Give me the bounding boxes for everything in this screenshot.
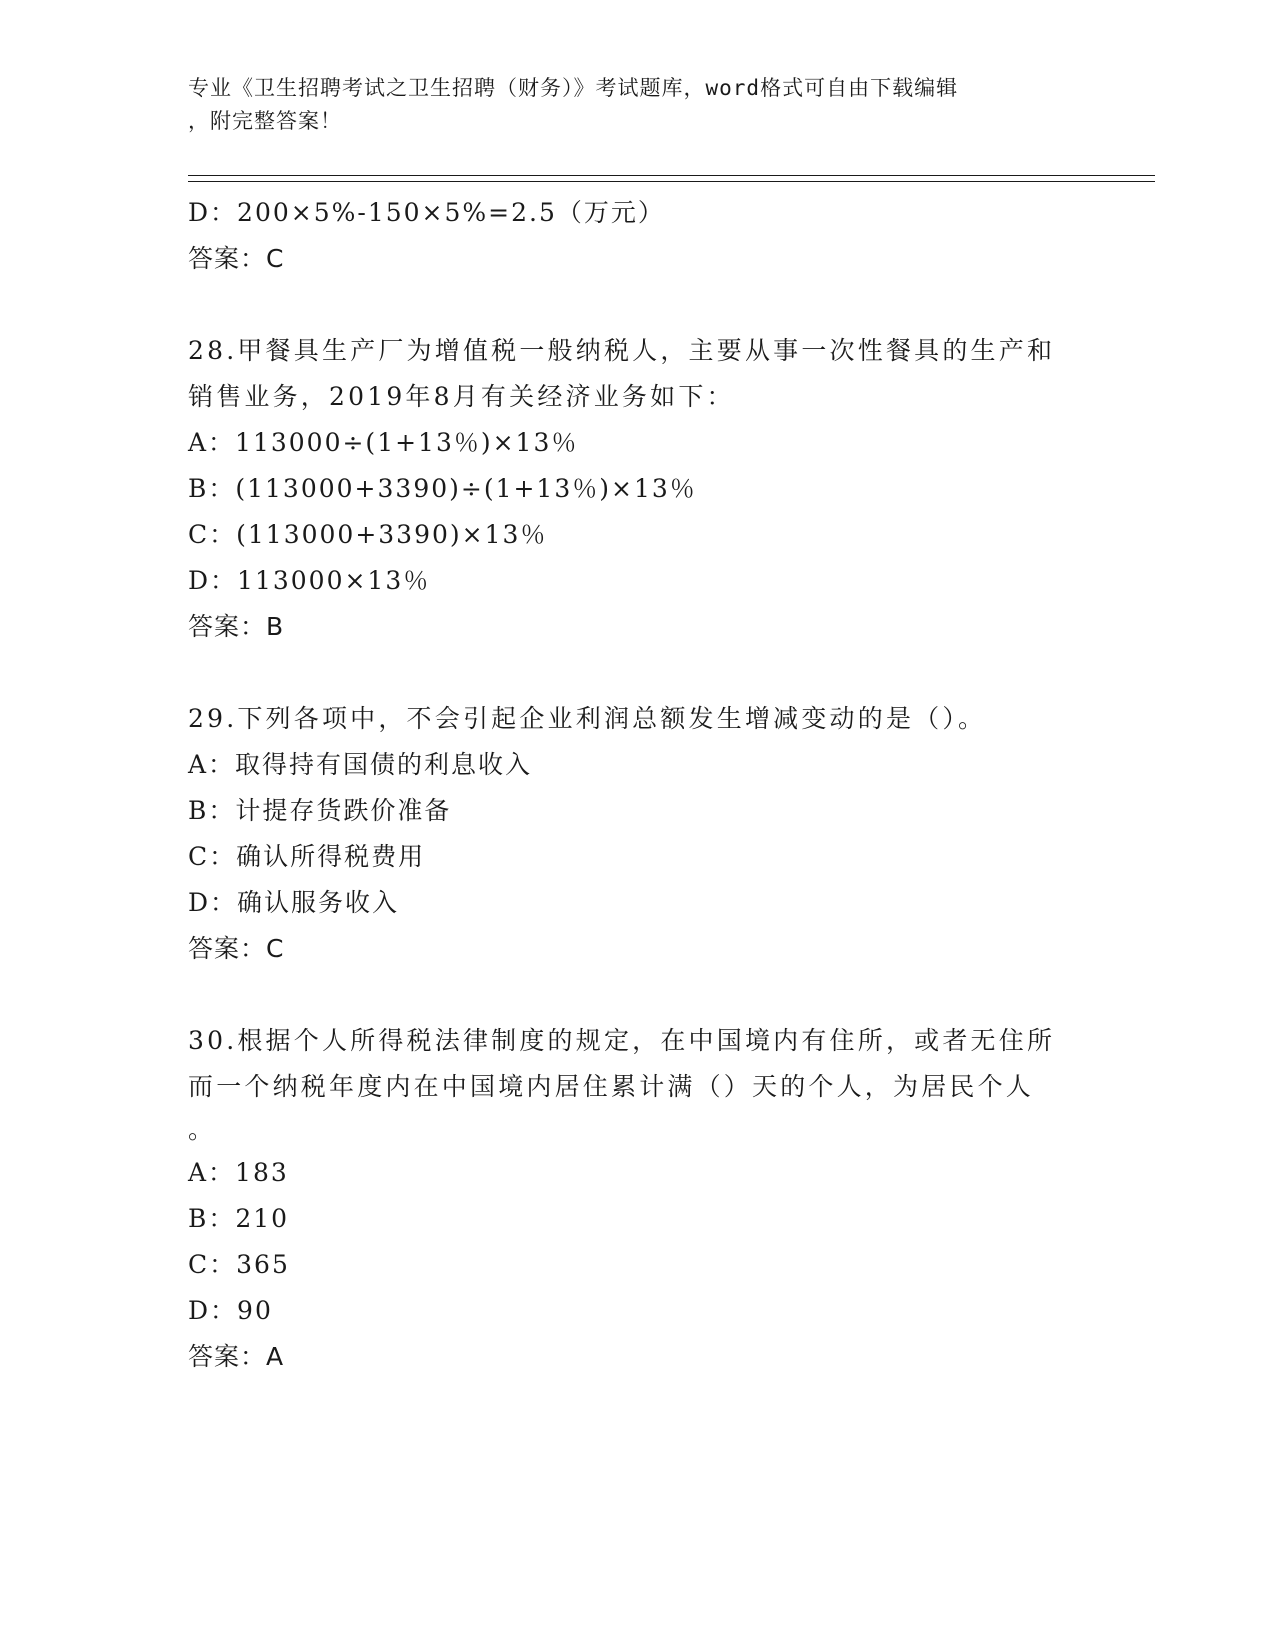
question-spacer [188, 282, 1088, 328]
option-a: A：113000÷(1+13％)×13％ [188, 428, 579, 457]
question-spacer [188, 972, 1088, 1018]
question-stem: 28.甲餐具生产厂为增值税一般纳税人，主要从事一次性餐具的生产和 [188, 336, 1056, 365]
option-a: A：183 [188, 1158, 289, 1187]
previous-question-tail [188, 190, 1088, 282]
option-d: D：90 [188, 1296, 273, 1325]
question-30 [188, 1018, 1088, 1380]
question-stem: 。 [188, 1115, 217, 1144]
option-a: A：取得持有国债的利息收入 [188, 750, 533, 779]
option-c: C：(113000+3390)×13％ [188, 520, 548, 549]
option-c: C：365 [188, 1250, 290, 1279]
option-b: B：210 [188, 1204, 290, 1233]
question-stem: 而一个纳税年度内在中国境内居住累计满（）天的个人，为居民个人 [188, 1072, 1035, 1101]
header-line-1: 专业《卫生招聘考试之卫生招聘（财务）》考试题库，word格式可自由下载编辑 [188, 76, 959, 100]
option-d: D：确认服务收入 [188, 888, 400, 917]
question-content [188, 190, 1088, 1380]
question-28 [188, 328, 1088, 650]
answer-line: 答案：A [188, 1342, 285, 1371]
option-d: D：113000×13％ [188, 566, 431, 595]
option-c: C：确认所得税费用 [188, 842, 426, 871]
question-spacer [188, 650, 1088, 696]
option-d: D：200×5%-150×5%=2.5（万元） [188, 198, 665, 227]
answer-line: 答案：C [188, 244, 285, 273]
header-line-2: ，附完整答案！ [188, 109, 342, 133]
header-divider-bottom [188, 181, 1155, 182]
header-divider-top [188, 175, 1155, 176]
question-stem: 30.根据个人所得税法律制度的规定，在中国境内有住所，或者无住所 [188, 1026, 1056, 1055]
question-stem: 销售业务，2019年8月有关经济业务如下： [188, 382, 735, 411]
question-stem: 29.下列各项中，不会引起企业利润总额发生增减变动的是（）。 [188, 704, 987, 733]
answer-line: 答案：C [188, 934, 285, 963]
document-header [188, 72, 1088, 138]
option-b: B：(113000+3390)÷(1+13％)×13％ [188, 474, 697, 503]
option-b: B：计提存货跌价准备 [188, 796, 452, 825]
answer-line: 答案：B [188, 612, 285, 641]
question-29 [188, 696, 1088, 972]
